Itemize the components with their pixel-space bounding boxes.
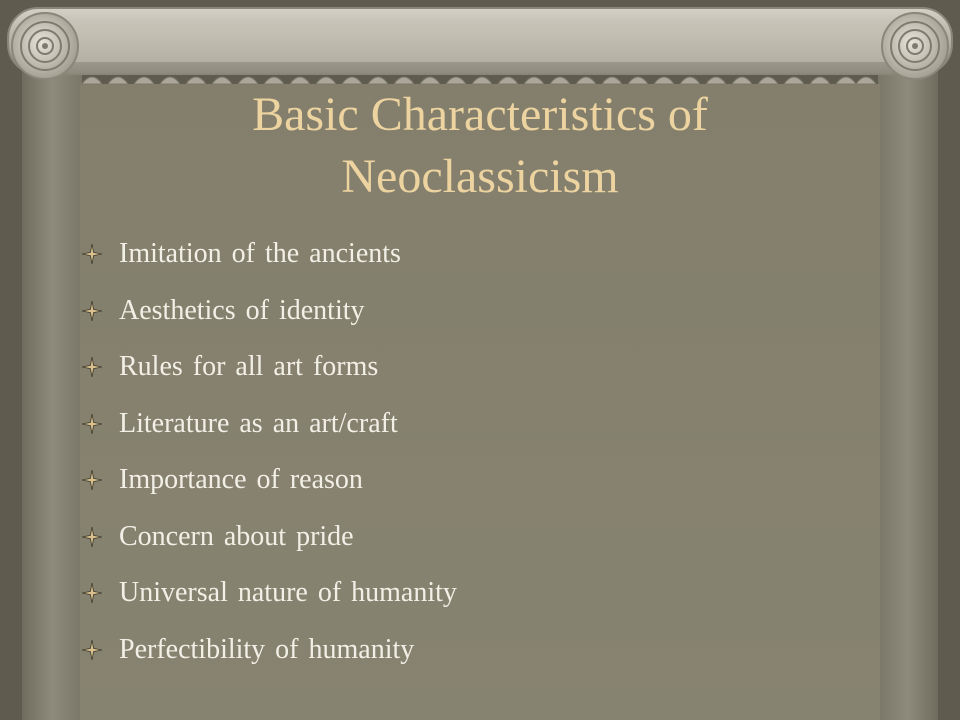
list-item-text: Importance of reason — [119, 464, 363, 495]
list-item-text: Aesthetics of identity — [119, 294, 365, 326]
slide-title-line-1: Basic Characteristics of — [252, 88, 708, 141]
four-point-star-icon — [82, 357, 102, 377]
list-item — [82, 287, 862, 344]
list-item — [82, 626, 862, 683]
four-point-star-icon — [82, 527, 102, 547]
list-item-text: Imitation of the ancients — [119, 238, 401, 269]
list-item — [82, 513, 862, 570]
list-item — [82, 400, 862, 457]
list-item — [82, 569, 862, 626]
bullet-list — [82, 230, 862, 682]
list-item-text: Perfectibility of humanity — [119, 633, 415, 665]
list-item-text: Rules for all art forms — [119, 351, 379, 382]
four-point-star-icon — [82, 244, 102, 264]
list-item-text: Concern about pride — [119, 520, 354, 552]
slide-title — [80, 84, 880, 208]
list-item-text: Universal nature of humanity — [119, 577, 457, 608]
list-item — [82, 230, 862, 287]
four-point-star-icon — [82, 301, 102, 321]
four-point-star-icon — [82, 583, 102, 603]
four-point-star-icon — [82, 414, 102, 434]
four-point-star-icon — [82, 640, 102, 660]
list-item-text: Literature as an art/craft — [119, 407, 398, 439]
list-item — [82, 343, 862, 400]
four-point-star-icon — [82, 470, 102, 490]
slide-title-line-2: Neoclassicism — [341, 150, 619, 203]
list-item — [82, 456, 862, 513]
